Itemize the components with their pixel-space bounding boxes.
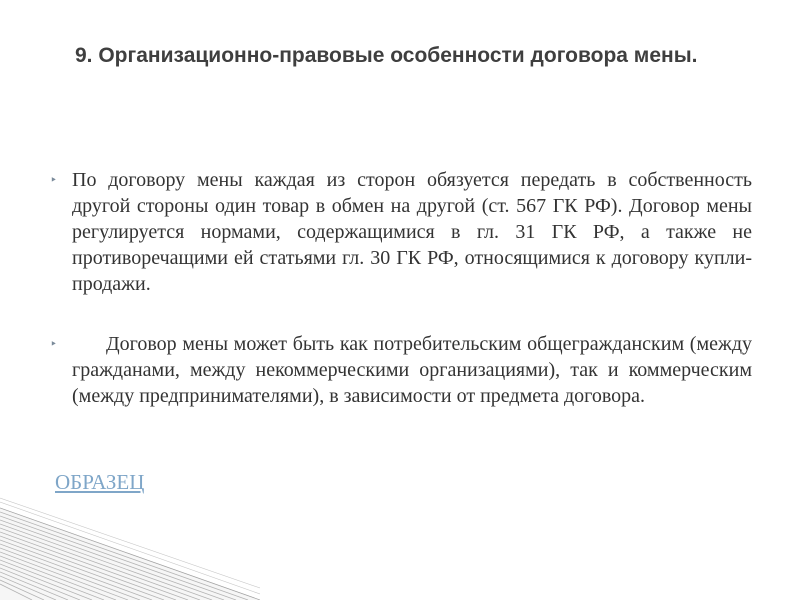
bullet-item — [50, 167, 752, 297]
corner-decoration-icon — [0, 490, 260, 600]
sample-link[interactable]: ОБРАЗЕЦ — [55, 470, 145, 494]
bullet-text-content: По договору мены каждая из сторон обязуется передать в собственность другой стороны один товар в обмен на другой (ст. 567 ГК РФ). Договор мены регулируется нормами, содержащимися в гл. 31 ГК РФ, а также не противоречащими ей статьями гл. 30 ГК РФ, относящимися к договору купли-продажи. — [72, 169, 752, 295]
bullet-marker-icon: ‣ — [50, 337, 58, 351]
bullet-marker-icon: ‣ — [50, 173, 58, 187]
bullet-item — [50, 331, 752, 409]
bullet-text — [72, 331, 752, 409]
bullet-text-content: Договор мены может быть как потребительским общегражданским (между гражданами, между некоммерческими организациями), так и коммерческим (между предпринимателями), в зависимости от предмета договора. — [72, 333, 752, 407]
bullet-text — [72, 167, 752, 297]
slide-title: 9. Организационно-правовые особенности договора мены. — [75, 44, 698, 67]
